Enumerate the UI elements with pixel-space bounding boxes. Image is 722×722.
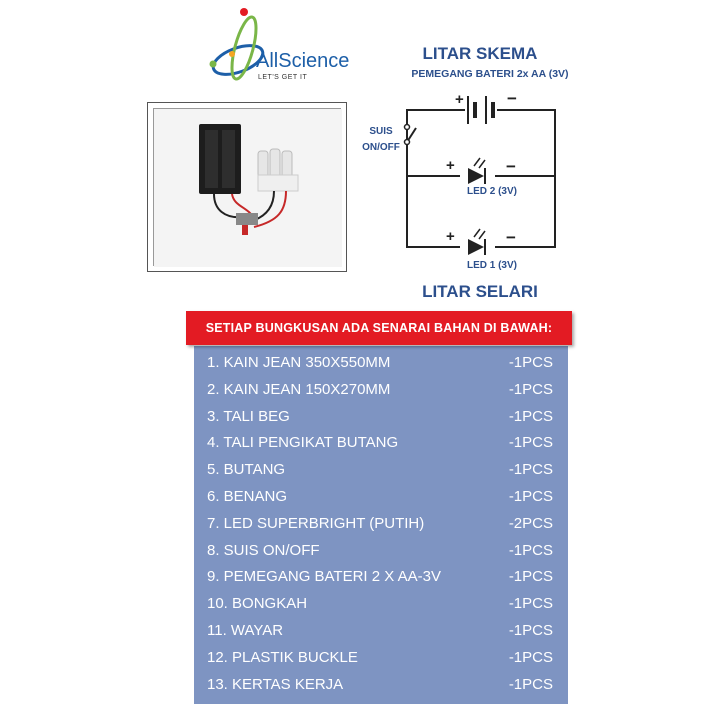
item-quantity: -1PCS (508, 407, 553, 425)
item-name: 8. SUIS ON/OFF (207, 541, 320, 559)
list-item (207, 564, 557, 591)
item-quantity: -1PCS (508, 380, 553, 398)
list-item (207, 645, 557, 672)
schematic-title: LITAR SKEMA (422, 44, 538, 63)
item-name: 4. TALI PENGIKAT BUTANG (207, 434, 399, 452)
led2-minus-sign: − (506, 157, 516, 176)
item-quantity: -1PCS (508, 461, 553, 479)
list-item (207, 591, 557, 618)
circuit-type-label: LITAR SELARI (422, 282, 538, 301)
led1-minus-sign: − (506, 228, 516, 247)
item-name: 1. KAIN JEAN 350X550MM (207, 354, 391, 371)
led2-label: LED 2 (3V) (466, 186, 517, 197)
item-quantity: -1PCS (508, 568, 553, 586)
materials-list (207, 350, 557, 698)
led2-plus-sign: + (446, 157, 455, 174)
battery-holder-label: PEMEGANG BATERI 2x AA (3V) (411, 68, 569, 80)
banner-text: SETIAP BUNGKUSAN ADA SENARAI BAHAN DI BAWAH: (205, 321, 553, 335)
item-quantity: -2PCS (508, 514, 553, 532)
item-name: 9. PEMEGANG BATERI 2 X AA-3V (207, 568, 441, 586)
battery-symbol-icon (468, 96, 493, 124)
wire-left-top (407, 110, 465, 127)
item-name: 2. KAIN JEAN 150X270MM (207, 380, 391, 398)
list-item (207, 430, 557, 457)
led1-plus-sign: + (446, 228, 455, 245)
led1-label: LED 1 (3V) (466, 260, 517, 271)
item-quantity: -1PCS (508, 541, 553, 559)
battery-plus-sign: + (455, 91, 464, 108)
led1-symbol-icon (460, 229, 495, 257)
list-item (207, 618, 557, 645)
list-item (207, 377, 557, 404)
logo-wordmark: AllScience (256, 50, 350, 72)
item-name: 5. BUTANG (207, 461, 286, 479)
switch-label-line2: ON/OFF (362, 142, 400, 153)
item-name: 10. BONGKAH (207, 595, 308, 613)
battery-holder-photo-image (154, 109, 342, 267)
list-item (207, 511, 557, 538)
item-name: 12. PLASTIK BUCKLE (207, 648, 358, 666)
list-item (207, 672, 557, 699)
materials-banner (186, 311, 572, 345)
list-item (207, 484, 557, 511)
item-name: 11. WAYAR (207, 621, 284, 639)
battery-minus-sign: − (507, 89, 517, 108)
logo-tagline: LET'S GET IT (258, 74, 308, 81)
item-quantity: -1PCS (508, 648, 553, 666)
item-name: 13. KERTAS KERJA (207, 675, 344, 693)
item-name: 7. LED SUPERBRIGHT (PUTIH) (207, 514, 425, 532)
item-quantity: -1PCS (508, 434, 553, 452)
photo-frame (153, 108, 341, 266)
parallel-circuit-diagram (380, 80, 580, 270)
product-photo (147, 102, 347, 272)
led2-symbol-icon (460, 158, 495, 186)
switch-label-line1: SUIS (369, 126, 393, 137)
list-item (207, 404, 557, 431)
item-quantity: -1PCS (508, 354, 553, 371)
item-name: 3. TALI BEG (207, 407, 290, 425)
item-name: 6. BENANG (207, 487, 288, 505)
item-quantity: -1PCS (508, 487, 553, 505)
item-quantity: -1PCS (508, 621, 553, 639)
list-item (207, 457, 557, 484)
list-item (207, 538, 557, 565)
list-item (207, 350, 557, 377)
item-quantity: -1PCS (508, 675, 553, 693)
allscience-logo (208, 8, 358, 88)
item-quantity: -1PCS (508, 595, 553, 613)
